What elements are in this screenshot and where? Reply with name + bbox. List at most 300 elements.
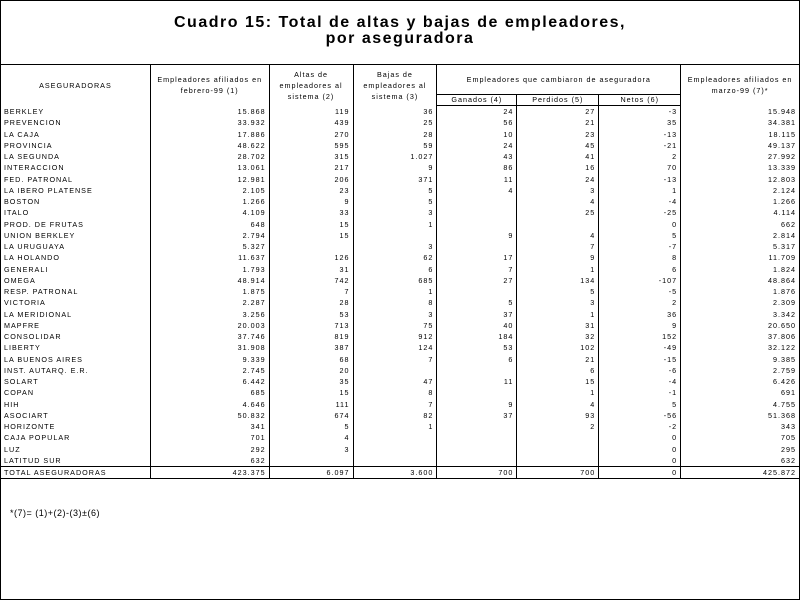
- table-row: [1, 399, 800, 410]
- table-cell: 126: [269, 252, 353, 263]
- header-group: Empleadores que cambiaron de aseguradora: [437, 65, 681, 95]
- table-row: [1, 455, 800, 467]
- table-cell: 56: [437, 117, 517, 128]
- table-cell: 11: [437, 174, 517, 185]
- table-cell: 32.122: [681, 342, 800, 353]
- table-cell: [437, 387, 517, 398]
- table-cell: 5.317: [681, 241, 800, 252]
- table-cell: 13.339: [681, 162, 800, 173]
- table-cell: -25: [599, 207, 681, 218]
- table-cell: 36: [599, 309, 681, 320]
- insurer-name-cell: LA SEGUNDA: [1, 151, 151, 162]
- table-cell: 37: [437, 410, 517, 421]
- table-cell: 1.027: [353, 151, 437, 162]
- table-cell: 819: [269, 331, 353, 342]
- insurer-name-cell: PROVINCIA: [1, 140, 151, 151]
- table-cell: 3.342: [681, 309, 800, 320]
- table-row: [1, 376, 800, 387]
- table-cell: [437, 432, 517, 443]
- table-cell: -13: [599, 174, 681, 185]
- table-cell: 34.381: [681, 117, 800, 128]
- table-cell: [437, 286, 517, 297]
- insurer-name-cell: HIH: [1, 399, 151, 410]
- table-row: [1, 129, 800, 140]
- insurer-name-cell: COPAN: [1, 387, 151, 398]
- insurer-name-cell: TOTAL ASEGURADORAS: [1, 467, 151, 479]
- table-cell: 5: [517, 286, 599, 297]
- table-cell: 4: [517, 230, 599, 241]
- table-cell: 59: [353, 140, 437, 151]
- table-cell: 1.266: [681, 196, 800, 207]
- table-cell: 48.914: [150, 275, 269, 286]
- table-cell: 7: [269, 286, 353, 297]
- table-cell: 3: [353, 309, 437, 320]
- table-cell: -2: [599, 421, 681, 432]
- table-cell: 2.309: [681, 297, 800, 308]
- table-cell: 20: [269, 365, 353, 376]
- insurer-name-cell: LA IBERO PLATENSE: [1, 185, 151, 196]
- table-cell: 53: [269, 309, 353, 320]
- header-col3: Bajas de empleadores al sistema (3): [353, 65, 437, 106]
- insurer-name-cell: VICTORIA: [1, 297, 151, 308]
- table-cell: 9.339: [150, 354, 269, 365]
- table-cell: 28.702: [150, 151, 269, 162]
- table-cell: [353, 230, 437, 241]
- table-row: [1, 342, 800, 353]
- table-cell: 9: [353, 162, 437, 173]
- table-cell: 7: [353, 399, 437, 410]
- table-cell: 632: [150, 455, 269, 467]
- table-cell: 341: [150, 421, 269, 432]
- table-cell: 62: [353, 252, 437, 263]
- table-cell: 152: [599, 331, 681, 342]
- insurer-name-cell: RESP. PATRONAL: [1, 286, 151, 297]
- table-cell: 0: [599, 432, 681, 443]
- table-cell: 3: [269, 444, 353, 455]
- table-cell: 1.876: [681, 286, 800, 297]
- table-cell: 6: [517, 365, 599, 376]
- table-cell: 21: [517, 354, 599, 365]
- table-cell: 0: [599, 467, 681, 479]
- table-cell: 53: [437, 342, 517, 353]
- table-cell: 343: [681, 421, 800, 432]
- table-cell: 674: [269, 410, 353, 421]
- table-cell: -13: [599, 129, 681, 140]
- table-cell: 35: [599, 117, 681, 128]
- table-row: [1, 140, 800, 151]
- table-cell: 705: [681, 432, 800, 443]
- table-cell: 1: [353, 286, 437, 297]
- table-row: [1, 252, 800, 263]
- table-cell: 68: [269, 354, 353, 365]
- table-cell: 3: [353, 207, 437, 218]
- table-cell: 685: [150, 387, 269, 398]
- insurer-name-cell: LUZ: [1, 444, 151, 455]
- table-row: [1, 162, 800, 173]
- table-cell: 1: [599, 185, 681, 196]
- table-cell: 11.709: [681, 252, 800, 263]
- table-cell: 2.794: [150, 230, 269, 241]
- table-cell: 9: [437, 399, 517, 410]
- table-row: [1, 264, 800, 275]
- table-cell: 8: [353, 387, 437, 398]
- table-cell: 119: [269, 106, 353, 118]
- table-cell: 20.003: [150, 320, 269, 331]
- table-cell: 3: [517, 185, 599, 196]
- table-cell: 15: [269, 230, 353, 241]
- table-cell: 15.868: [150, 106, 269, 118]
- table-cell: 12.803: [681, 174, 800, 185]
- table-cell: 9: [517, 252, 599, 263]
- table-cell: 371: [353, 174, 437, 185]
- table-cell: 5: [353, 196, 437, 207]
- header-col2: Altas de empleadores al sistema (2): [269, 65, 353, 106]
- table-cell: 35: [269, 376, 353, 387]
- insurer-name-cell: ITALO: [1, 207, 151, 218]
- table-cell: [437, 219, 517, 230]
- table-cell: 37.806: [681, 331, 800, 342]
- table-row: [1, 354, 800, 365]
- table-row: [1, 421, 800, 432]
- table-cell: 742: [269, 275, 353, 286]
- table-row: [1, 117, 800, 128]
- table-row: [1, 219, 800, 230]
- insurer-name-cell: PROD. DE FRUTAS: [1, 219, 151, 230]
- table-cell: 7: [437, 264, 517, 275]
- table-cell: 17.886: [150, 129, 269, 140]
- insurer-name-cell: LIBERTY: [1, 342, 151, 353]
- table-cell: 8: [599, 252, 681, 263]
- table-cell: [269, 455, 353, 467]
- table-cell: 2.124: [681, 185, 800, 196]
- insurer-name-cell: CAJA POPULAR: [1, 432, 151, 443]
- table-cell: -5: [599, 286, 681, 297]
- insurer-name-cell: BERKLEY: [1, 106, 151, 118]
- table-row: [1, 320, 800, 331]
- table-cell: 4: [517, 399, 599, 410]
- table-cell: 206: [269, 174, 353, 185]
- table-cell: 2.745: [150, 365, 269, 376]
- table-cell: 93: [517, 410, 599, 421]
- table-cell: 82: [353, 410, 437, 421]
- footnote: *(7)= (1)+(2)-(3)±(6): [10, 508, 100, 518]
- table-cell: 691: [681, 387, 800, 398]
- table-cell: 124: [353, 342, 437, 353]
- table-cell: 47: [353, 376, 437, 387]
- table-cell: 15: [269, 219, 353, 230]
- table-cell: 50.832: [150, 410, 269, 421]
- table-cell: 10: [437, 129, 517, 140]
- insurer-name-cell: LATITUD SUR: [1, 455, 151, 467]
- table-cell: 0: [599, 444, 681, 455]
- table-row: [1, 387, 800, 398]
- table-cell: 9: [599, 320, 681, 331]
- table-cell: 9: [437, 230, 517, 241]
- table-row: [1, 286, 800, 297]
- insurer-name-cell: CONSOLIDAR: [1, 331, 151, 342]
- table-cell: -7: [599, 241, 681, 252]
- table-cell: 27: [437, 275, 517, 286]
- table-cell: 37.746: [150, 331, 269, 342]
- table-cell: 6: [599, 264, 681, 275]
- table-cell: [517, 444, 599, 455]
- table-cell: [353, 365, 437, 376]
- table-cell: 6.097: [269, 467, 353, 479]
- insurer-name-cell: PREVENCION: [1, 117, 151, 128]
- table-row: [1, 174, 800, 185]
- table-cell: 7: [517, 241, 599, 252]
- table-row: [1, 185, 800, 196]
- table-cell: 9.385: [681, 354, 800, 365]
- table-cell: 6: [353, 264, 437, 275]
- table-cell: 31.908: [150, 342, 269, 353]
- table-cell: 18.115: [681, 129, 800, 140]
- table-cell: 1.793: [150, 264, 269, 275]
- insurer-name-cell: LA CAJA: [1, 129, 151, 140]
- table-cell: [437, 455, 517, 467]
- table-cell: 7: [353, 354, 437, 365]
- table-cell: 0: [599, 219, 681, 230]
- table-cell: 15: [517, 376, 599, 387]
- table-cell: 425.872: [681, 467, 800, 479]
- insurer-name-cell: LA BUENOS AIRES: [1, 354, 151, 365]
- header-col1: Empleadores afiliados en febrero-99 (1): [150, 65, 269, 106]
- table-cell: 700: [517, 467, 599, 479]
- table-row: [1, 196, 800, 207]
- insurer-name-cell: LA HOLANDO: [1, 252, 151, 263]
- table-cell: 15: [269, 387, 353, 398]
- insurer-name-cell: UNION BERKLEY: [1, 230, 151, 241]
- table-row: [1, 365, 800, 376]
- table-cell: [517, 219, 599, 230]
- table-cell: 3: [353, 241, 437, 252]
- table-cell: 9: [269, 196, 353, 207]
- table-cell: 32: [517, 331, 599, 342]
- table-cell: 2: [599, 297, 681, 308]
- insurer-name-cell: GENERALI: [1, 264, 151, 275]
- table-row: [1, 207, 800, 218]
- table-cell: 48.622: [150, 140, 269, 151]
- table-cell: -56: [599, 410, 681, 421]
- insurer-name-cell: FED. PATRONAL: [1, 174, 151, 185]
- table-cell: 4.646: [150, 399, 269, 410]
- table-cell: 41: [517, 151, 599, 162]
- table-cell: 1.824: [681, 264, 800, 275]
- table-cell: 51.368: [681, 410, 800, 421]
- table-cell: 25: [353, 117, 437, 128]
- table-cell: 12.981: [150, 174, 269, 185]
- table-cell: [517, 432, 599, 443]
- table-cell: 270: [269, 129, 353, 140]
- table-cell: 217: [269, 162, 353, 173]
- table-cell: 36: [353, 106, 437, 118]
- table-cell: 43: [437, 151, 517, 162]
- table-cell: 4.109: [150, 207, 269, 218]
- table-cell: 102: [517, 342, 599, 353]
- table-cell: 1.875: [150, 286, 269, 297]
- header-col6: Netos (6): [599, 95, 681, 106]
- table-cell: 27: [517, 106, 599, 118]
- table-cell: 16: [517, 162, 599, 173]
- insurer-name-cell: LA MERIDIONAL: [1, 309, 151, 320]
- table-row: [1, 151, 800, 162]
- header-aseguradoras: ASEGURADORAS: [1, 65, 151, 106]
- table-cell: 48.864: [681, 275, 800, 286]
- table-cell: 662: [681, 219, 800, 230]
- table-cell: 4: [269, 432, 353, 443]
- insurer-name-cell: SOLART: [1, 376, 151, 387]
- table-cell: 20.650: [681, 320, 800, 331]
- table-cell: 40: [437, 320, 517, 331]
- table-cell: [437, 207, 517, 218]
- table-cell: 70: [599, 162, 681, 173]
- table-cell: [353, 432, 437, 443]
- table-cell: 23: [517, 129, 599, 140]
- table-cell: 295: [681, 444, 800, 455]
- table-cell: 24: [517, 174, 599, 185]
- table-cell: 4: [517, 196, 599, 207]
- table-cell: 134: [517, 275, 599, 286]
- table-cell: 5.327: [150, 241, 269, 252]
- page-subtitle: por aseguradora: [325, 30, 475, 47]
- table-cell: 75: [353, 320, 437, 331]
- insurer-name-cell: HORIZONTE: [1, 421, 151, 432]
- insurer-name-cell: ASOCIART: [1, 410, 151, 421]
- table-cell: 6.426: [681, 376, 800, 387]
- table-cell: 701: [150, 432, 269, 443]
- table-cell: 24: [437, 140, 517, 151]
- table-cell: [353, 455, 437, 467]
- table-cell: 31: [269, 264, 353, 275]
- table-cell: 5: [353, 185, 437, 196]
- table-cell: [437, 444, 517, 455]
- table-cell: 595: [269, 140, 353, 151]
- table-cell: 184: [437, 331, 517, 342]
- table-cell: 15.948: [681, 106, 800, 118]
- table-row: [1, 331, 800, 342]
- table-cell: 3.600: [353, 467, 437, 479]
- table-cell: 2: [599, 151, 681, 162]
- table-cell: 2.287: [150, 297, 269, 308]
- table-cell: 11: [437, 376, 517, 387]
- table-cell: 28: [269, 297, 353, 308]
- table-cell: 632: [681, 455, 800, 467]
- table-cell: 2: [517, 421, 599, 432]
- table-cell: -21: [599, 140, 681, 151]
- table-cell: [437, 365, 517, 376]
- page-title: Cuadro 15: Total de altas y bajas de empleadores,: [174, 14, 626, 31]
- table-cell: 5: [599, 399, 681, 410]
- table-cell: 23: [269, 185, 353, 196]
- table-cell: 13.061: [150, 162, 269, 173]
- table-cell: 28: [353, 129, 437, 140]
- table-cell: 387: [269, 342, 353, 353]
- table-cell: 1: [517, 387, 599, 398]
- table-cell: 1: [517, 264, 599, 275]
- table-row: [1, 106, 800, 118]
- table-cell: 25: [517, 207, 599, 218]
- table-cell: 45: [517, 140, 599, 151]
- table-cell: 315: [269, 151, 353, 162]
- table-cell: [269, 241, 353, 252]
- table-row: [1, 432, 800, 443]
- table-cell: 912: [353, 331, 437, 342]
- table-cell: 6.442: [150, 376, 269, 387]
- table-cell: -6: [599, 365, 681, 376]
- table-cell: [353, 444, 437, 455]
- table-cell: 4: [437, 185, 517, 196]
- table-cell: 37: [437, 309, 517, 320]
- total-row: [1, 467, 800, 479]
- table-cell: 21: [517, 117, 599, 128]
- table-cell: 648: [150, 219, 269, 230]
- insurer-name-cell: INST. AUTARQ. E.R.: [1, 365, 151, 376]
- table-cell: 111: [269, 399, 353, 410]
- table-cell: 6: [437, 354, 517, 365]
- table-cell: -15: [599, 354, 681, 365]
- table-cell: 1: [353, 219, 437, 230]
- table-cell: -1: [599, 387, 681, 398]
- table-cell: 713: [269, 320, 353, 331]
- table-cell: -4: [599, 376, 681, 387]
- table-cell: 4.755: [681, 399, 800, 410]
- table-cell: 33: [269, 207, 353, 218]
- header-col4: Ganados (4): [437, 95, 517, 106]
- table-cell: 49.137: [681, 140, 800, 151]
- table-row: [1, 444, 800, 455]
- table-cell: -4: [599, 196, 681, 207]
- table-cell: 423.375: [150, 467, 269, 479]
- table-cell: -49: [599, 342, 681, 353]
- table-cell: [517, 455, 599, 467]
- table-cell: [437, 421, 517, 432]
- table-cell: 2.814: [681, 230, 800, 241]
- table-cell: 700: [437, 467, 517, 479]
- table-cell: -107: [599, 275, 681, 286]
- table-row: [1, 410, 800, 421]
- table-cell: [437, 241, 517, 252]
- table-cell: 439: [269, 117, 353, 128]
- table-cell: 31: [517, 320, 599, 331]
- table-cell: 1.266: [150, 196, 269, 207]
- table-row: [1, 309, 800, 320]
- insurers-table: [0, 64, 800, 479]
- header-col7: Empleadores afiliados en marzo-99 (7)*: [681, 65, 800, 106]
- insurer-name-cell: INTERACCION: [1, 162, 151, 173]
- table-cell: 1: [517, 309, 599, 320]
- table-row: [1, 241, 800, 252]
- table-cell: 1: [353, 421, 437, 432]
- table-row: [1, 275, 800, 286]
- table-cell: 3: [517, 297, 599, 308]
- table-cell: 5: [599, 230, 681, 241]
- insurer-name-cell: BOSTON: [1, 196, 151, 207]
- insurer-name-cell: LA URUGUAYA: [1, 241, 151, 252]
- table-cell: [437, 196, 517, 207]
- table-cell: 2.759: [681, 365, 800, 376]
- table-row: [1, 230, 800, 241]
- table-cell: -3: [599, 106, 681, 118]
- table-cell: 8: [353, 297, 437, 308]
- table-cell: 2.105: [150, 185, 269, 196]
- insurer-name-cell: MAPFRE: [1, 320, 151, 331]
- table-cell: 24: [437, 106, 517, 118]
- table-cell: 5: [269, 421, 353, 432]
- header-col5: Perdidos (5): [517, 95, 599, 106]
- table-cell: 27.992: [681, 151, 800, 162]
- table-cell: 5: [437, 297, 517, 308]
- table-cell: 11.637: [150, 252, 269, 263]
